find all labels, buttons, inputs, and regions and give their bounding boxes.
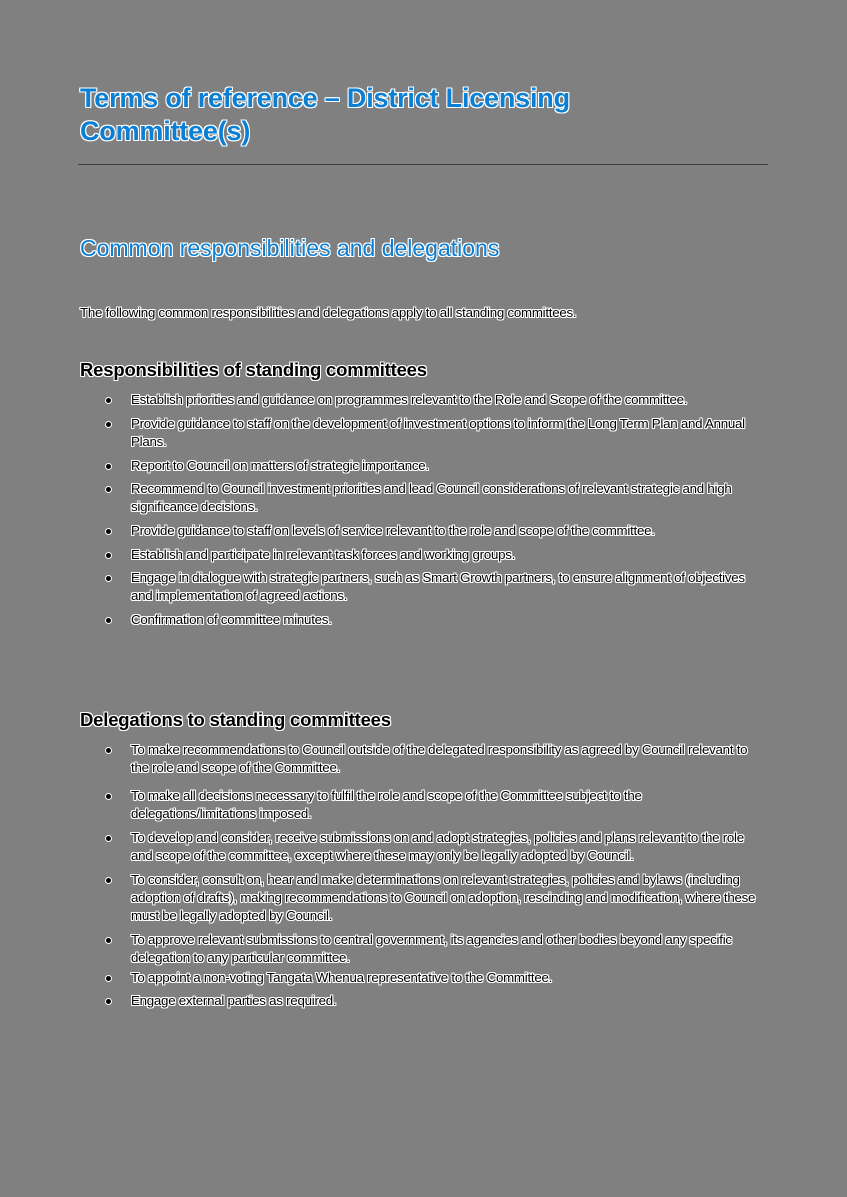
list-item-text: Provide guidance to staff on levels of service relevant to the role and scope of the committee. [131,523,655,538]
section-title: Common responsibilities and delegations [80,235,500,261]
bullet-icon [106,464,111,469]
list-item-text: To appoint a non-voting Tangata Whenua representative to the Committee. [131,970,553,985]
intro-paragraph: The following common responsibilities and delegations apply to all standing committees. [80,305,577,320]
responsibilities-list [104,391,766,629]
list-item [104,969,766,987]
list-item-text: Establish priorities and guidance on programmes relevant to the Role and Scope of the committee. [131,392,688,407]
list-item-text: Recommend to Council investment priorities and lead Council considerations of relevant strategic and high significance decisions. [131,481,732,514]
document-title: Terms of reference – District Licensing Committee(s) [80,83,570,146]
list-item [104,391,766,409]
list-item [104,480,766,516]
list-item-text: Confirmation of committee minutes. [131,612,332,627]
list-item-text: To develop and consider, receive submissions on and adopt strategies, policies and plans relevant to the role and scope of the committee, except where these may only be legally adopted by Council. [131,830,744,863]
bullet-icon [106,794,111,799]
list-item-text: Provide guidance to staff on the development of investment options to inform the Long Term Plan and Annual Plans. [131,416,745,449]
list-item-text: Engage external parties as required. [131,993,337,1008]
list-item [104,829,766,865]
list-item [104,931,766,967]
bullet-icon [106,938,111,943]
responsibilities-heading: Responsibilities of standing committees [80,359,427,380]
list-item [104,871,766,925]
bullet-icon [106,553,111,558]
bullet-icon [106,529,111,534]
delegations-heading: Delegations to standing committees [80,709,391,730]
title-divider [78,164,768,165]
list-item [104,415,766,451]
list-item-text: Establish and participate in relevant task forces and working groups. [131,547,516,562]
list-item-text: To consider, consult on, hear and make determinations on relevant strategies, policies and bylaws (including adoption of drafts), making recommendations to Council on adoption, rescinding and modification, where these must be legally adopted by Council. [131,872,756,923]
list-item-text: To make recommendations to Council outside of the delegated responsibility as agreed by Council relevant to the role and scope of the Committee. [131,742,748,775]
delegations-list [104,741,766,1010]
list-item [104,992,766,1010]
bullet-icon [106,618,111,623]
list-item-text: To approve relevant submissions to central government, its agencies and other bodies beyond any specific delegation to any particular committee. [131,932,732,965]
bullet-icon [106,398,111,403]
list-item [104,741,766,777]
list-item [104,546,766,564]
bullet-icon [106,999,111,1004]
list-item [104,787,766,823]
bullet-icon [106,487,111,492]
list-item [104,569,766,605]
bullet-icon [106,748,111,753]
bullet-icon [106,878,111,883]
bullet-icon [106,836,111,841]
list-item-text: Engage in dialogue with strategic partners, such as Smart Growth partners, to ensure alignment of objectives and implementation of agreed actions. [131,570,745,603]
bullet-icon [106,576,111,581]
list-item-text: To make all decisions necessary to fulfil the role and scope of the Committee subject to the delegations/limitations imposed. [131,788,642,821]
bullet-icon [106,976,111,981]
bullet-icon [106,422,111,427]
list-item-text: Report to Council on matters of strategic importance. [131,458,429,473]
list-item [104,457,766,475]
list-item [104,611,766,629]
list-item [104,522,766,540]
